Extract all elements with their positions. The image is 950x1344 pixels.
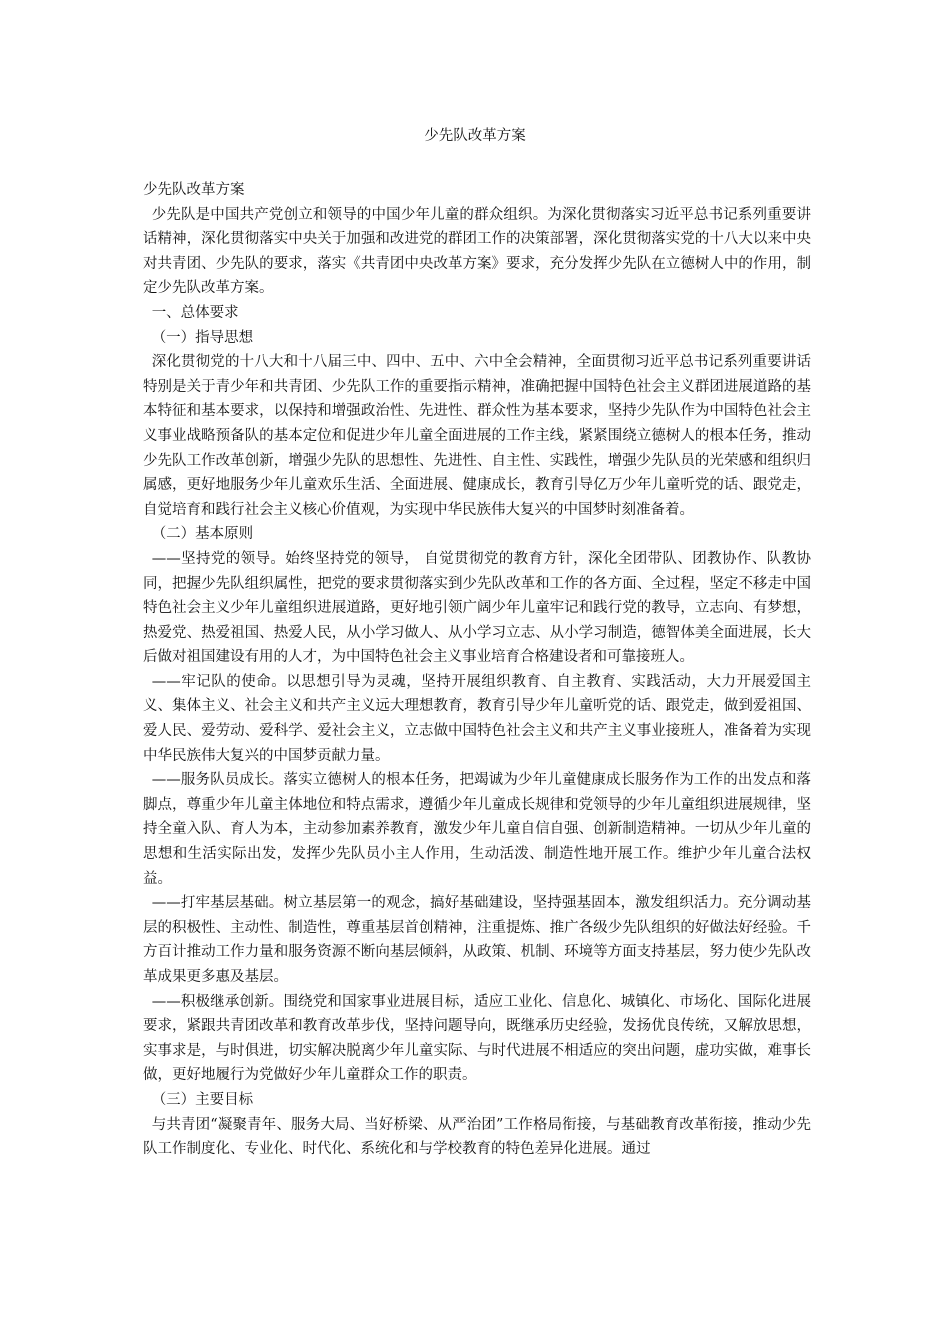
principle-paragraph-2: ——牢记队的使命。以思想引导为灵魂，坚持开展组织教育、自主教育、实践活动，大力开展爱国主义、集体主义、社会主义和共产主义远大理想教育，教育引导少年儿童听党的话、跟党走，做到爱祖国、爱人民、爱劳动、爱科学、爱社会主义，立志做中国特色社会主义和共产主义事业接班人，准备着为实现中华民族伟大复兴的中国梦贡献力量。	[143, 673, 811, 764]
subsection-heading-3: （三）主要目标	[151, 1091, 254, 1108]
principle-paragraph-3: ——服务队员成长。落实立德树人的根本任务，把竭诚为少年儿童健康成长服务作为工作的出发点和落脚点，尊重少年儿童主体地位和特点需求，遵循少年儿童成长规律和党领导的少年儿童组织进展规律，坚持全童入队、育人为本，主动参加素养教育，激发少年儿童自信自强、创新制造精神。一切从少年儿童的思想和生活实际出发，发挥少先队员小主人作用，生动活泼、制造性地开展工作。维护少年儿童合法权益。	[143, 772, 811, 887]
intro-paragraph: 少先队是中国共产党创立和领导的中国少年儿童的群众组织。为深化贯彻落实习近平总书记系列重要讲话精神，深化贯彻落实中央关于加强和改进党的群团工作的决策部署，深化贯彻落实党的十八大以来中央对共青团、少先队的要求，落实《共青团中央改革方案》要求，充分发挥少先队在立德树人中的作用，制定少先队改革方案。	[143, 206, 811, 297]
subsection-heading-1: （一）指导思想	[151, 329, 254, 346]
document-title: 少先队改革方案	[424, 128, 526, 144]
document-body	[143, 178, 811, 1162]
heading-repeat: 少先队改革方案	[143, 182, 245, 198]
section-heading-1: 一、总体要求	[151, 304, 239, 321]
guiding-thought-paragraph: 深化贯彻党的十八大和十八届三中、四中、五中、六中全会精神，全面贯彻习近平总书记系列重要讲话特别是关于青少年和共青团、少先队工作的重要指示精神，准确把握中国特色社会主义群团进展道路的基本特征和基本要求，以保持和增强政治性、先进性、群众性为基本要求，坚持少先队作为中国特色社会主义事业战略预备队的基本定位和促进少年儿童全面进展的工作主线，紧紧围绕立德树人的根本任务，推动少先队工作改革创新，增强少先队的思想性、先进性、自主性、实践性，增强少先队员的光荣感和组织归属感，更好地服务少年儿童欢乐生活、全面进展、健康成长，教育引导亿万少年儿童听党的话、跟党走，自觉培育和践行社会主义核心价值观，为实现中华民族伟大复兴的中国梦时刻准备着。	[143, 354, 811, 518]
goals-paragraph: 与共青团“凝聚青年、服务大局、当好桥梁、从严治团”工作格局衔接，与基础教育改革衔接，推动少先队工作制度化、专业化、时代化、系统化和与学校教育的特色差异化进展。通过	[143, 1116, 811, 1158]
subsection-heading-2: （二）基本原则	[151, 526, 254, 543]
principle-paragraph-1: ——坚持党的领导。始终坚持党的领导， 自觉贯彻党的教育方针，深化全团带队、团教协作、队教协同，把握少先队组织属性，把党的要求贯彻落实到少先队改革和工作的各方面、全过程，坚定不移走中国特色社会主义少年儿童组织进展道路，更好地引领广阔少年儿童牢记和践行党的教导，立志向、有梦想，热爱党、热爱祖国、热爱人民，从小学习做人、从小学习立志、从小学习制造，德智体美全面进展，长大后做对祖国建设有用的人才，为中国特色社会主义事业培育合格建设者和可靠接班人。	[143, 550, 811, 666]
principle-paragraph-5: ——积极继承创新。围绕党和国家事业进展目标，适应工业化、信息化、城镇化、市场化、国际化进展要求，紧跟共青团改革和教育改革步伐，坚持问题导向，既继承历史经验，发扬优良传统，又解放思想，实事求是，与时俱进，切实解决脱离少年儿童实际、与时代进展不相适应的突出问题，虚功实做，难事长做，更好地履行为党做好少年儿童群众工作的职责。	[143, 993, 811, 1084]
principle-paragraph-4: ——打牢基层基础。树立基层第一的观念，搞好基础建设，坚持强基固本，激发组织活力。充分调动基层的积极性、主动性、制造性，尊重基层首创精神，注重提炼、推广各级少先队组织的好做法好经验。千方百计推动工作力量和服务资源不断向基层倾斜，从政策、机制、环境等方面支持基层，努力使少先队改革成果更多惠及基层。	[143, 895, 811, 985]
